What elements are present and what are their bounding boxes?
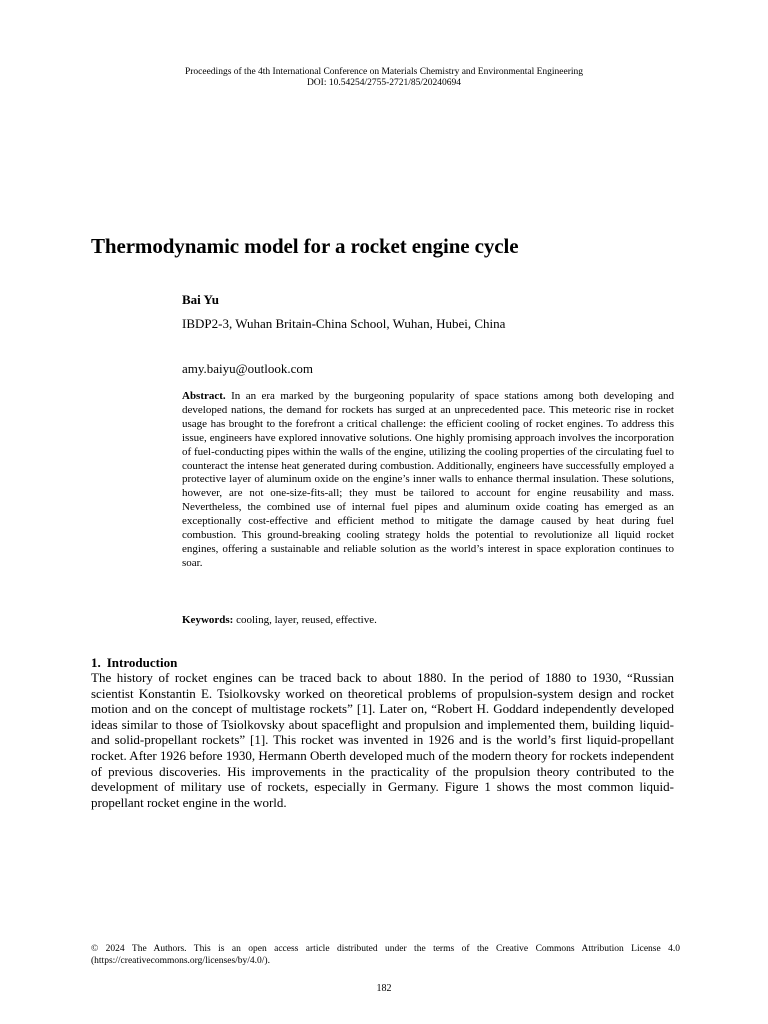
- keywords-label: Keywords:: [182, 614, 234, 626]
- page-number: 182: [376, 983, 392, 994]
- section-number: 1.: [91, 655, 101, 670]
- section-heading-introduction: [91, 655, 177, 671]
- keywords-text: cooling, layer, reused, effective.: [236, 614, 377, 626]
- section-title: Introduction: [106, 655, 178, 670]
- author-email: amy.baiyu@outlook.com: [182, 361, 313, 376]
- abstract: [182, 390, 674, 571]
- keywords: [182, 614, 674, 626]
- license-notice: © 2024 The Authors. This is an open access article distributed under the terms of the Creative Commons Attribution License 4.0 (https://creativecommons.org/licenses/by/4.0/).: [91, 944, 680, 966]
- doi-line: DOI: 10.54254/2755-2721/85/20240694: [306, 78, 462, 88]
- abstract-text: In an era marked by the burgeoning popularity of space stations among both developing and developed nations, the demand for rockets has surged at an unprecedented pace. This meteoric rise in rocket usage has brought to the forefront a critical challenge: the efficient cooling of rocket engines. To address this issue, engineers have explored innovative solutions. One highly promising approach involves the incorporation of fuel-conducting pipes within the walls of the engine, utilizing the cooling properties of the circulating fuel to counteract the intense heat generated during combustion. Additionally, engineers have successfully employed a protective layer of aluminum oxide on the engine’s inner walls to enhance thermal insulation. These solutions, however, are not one-size-fits-all; they must be tailored to account for engine reusability and mass. Nevertheless, the combined use of internal fuel pipes and aluminum oxide coating has emerged as an exceptionally cost-effective and efficient method to mitigate the damage caused by heat during fuel combustion. This ground-breaking cooling strategy holds the potential to revolutionize all liquid rocket engines, offering a sustainable and reliable solution as the world’s interest in space exploration continues to soar.: [182, 390, 674, 569]
- proceedings-line: Proceedings of the 4th International Conference on Materials Chemistry and Environmental Engineering: [184, 67, 584, 77]
- paper-title: Thermodynamic model for a rocket engine cycle: [91, 234, 519, 258]
- author-name: Bai Yu: [182, 292, 219, 307]
- abstract-label: Abstract.: [182, 390, 226, 402]
- introduction-paragraph: The history of rocket engines can be traced back to about 1880. In the period of 1880 to 1930, “Russian scientist Konstantin E. Tsiolkovsky worked on theoretical problems of propulsion-system design and rocket motion and on the concept of multistage rockets” [1]. Later on, “Robert H. Goddard independently developed ideas similar to those of Tsiolkovsky about spaceflight and propulsion and implemented them, building liquid- and solid-propellant rockets” [1]. This rocket was invented in 1926 and is the world’s first liquid-propellant rocket. After 1926 before 1930, Hermann Oberth developed much of the modern theory for rockets independent of previous discoveries. His improvements in the practicality of the propulsion theory contributed to the development of military use of rockets, especially in Germany. Figure 1 shows the most common liquid-propellant rocket engine in the world.: [91, 670, 674, 810]
- author-affiliation: IBDP2-3, Wuhan Britain-China School, Wuhan, Hubei, China: [182, 316, 506, 331]
- page-header: [0, 67, 768, 89]
